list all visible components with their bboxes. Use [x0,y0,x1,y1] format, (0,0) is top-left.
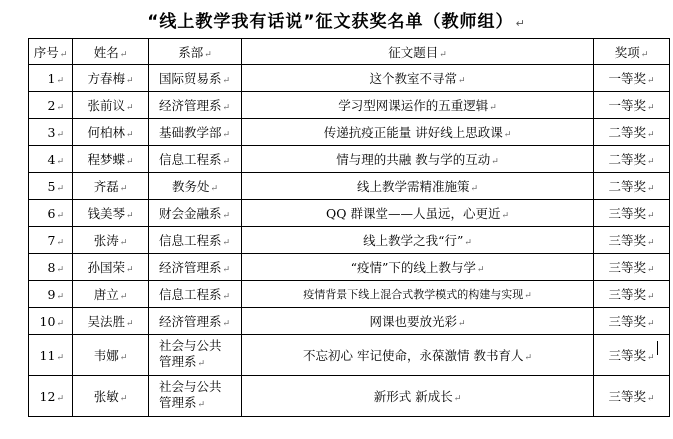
row-dept: 基础教学部↵ [149,119,242,146]
header-dept: 系部↵ [149,39,242,65]
row-dept: 财会金融系↵ [149,200,242,227]
row-name: 程梦蝶↵ [73,146,149,173]
table-row [29,146,670,173]
table-row [29,376,670,417]
table-row [29,173,670,200]
header-award: 奖项↵ [594,39,670,65]
row-no: 12↵ [29,376,73,417]
document-title: “线上教学我有话说”征文获奖名单（教师组） ↵ [147,12,526,32]
row-no: 3↵ [29,119,73,146]
table-row [29,119,670,146]
row-no: 6↵ [29,200,73,227]
row-dept: 信息工程系↵ [149,146,242,173]
header-no: 序号↵ [29,39,73,65]
row-no: 8↵ [29,254,73,281]
header-name: 姓名↵ [73,39,149,65]
row-award: 三等奖↵ [594,227,670,254]
row-topic: QQ 群课堂——人虽远，心更近↵ [242,200,594,227]
row-no: 4↵ [29,146,73,173]
table-row [29,281,670,308]
row-topic: 不忘初心 牢记使命，永葆激情 教书育人↵ [242,335,594,376]
row-dept: 经济管理系↵ [149,92,242,119]
award-list-table [28,38,670,417]
row-award: 三等奖↵ [594,254,670,281]
row-no: 1↵ [29,65,73,92]
row-name: 张前议↵ [73,92,149,119]
row-award: 二等奖↵ [594,146,670,173]
row-no: 5↵ [29,173,73,200]
row-topic: 新形式 新成长↵ [242,376,594,417]
row-award: 二等奖↵ [594,119,670,146]
row-topic: 这个教室不寻常↵ [242,65,594,92]
paragraph-mark-icon: ↵ [515,17,526,30]
row-topic: 线上教学之我“行”↵ [242,227,594,254]
row-no: 10↵ [29,308,73,335]
row-award: 一等奖↵ [594,65,670,92]
row-name: 钱美琴↵ [73,200,149,227]
table-row [29,308,670,335]
row-award: 三等奖↵ [594,376,670,417]
row-topic: 情与理的共融 教与学的互动↵ [242,146,594,173]
row-no: 9↵ [29,281,73,308]
row-dept: 经济管理系↵ [149,308,242,335]
row-dept: 社会与公共 管理系↵ [149,335,242,376]
row-topic: 网课也要放光彩↵ [242,308,594,335]
row-topic: 疫情背景下线上混合式教学模式的构建与实现↵ [242,281,594,308]
table-header-row [29,39,670,65]
row-topic: “疫情”下的线上教与学↵ [242,254,594,281]
row-award: 三等奖↵ [594,308,670,335]
row-name: 孙国荣↵ [73,254,149,281]
row-no: 2↵ [29,92,73,119]
row-dept: 经济管理系↵ [149,254,242,281]
row-name: 方春梅↵ [73,65,149,92]
table-row [29,200,670,227]
row-name: 张敏↵ [73,376,149,417]
row-name: 吴法胜↵ [73,308,149,335]
table-row [29,65,670,92]
row-no: 7↵ [29,227,73,254]
row-topic: 线上教学需精准施策↵ [242,173,594,200]
row-topic: 传递抗疫正能量 讲好线上思政课↵ [242,119,594,146]
row-award: 三等奖↵ [594,200,670,227]
row-dept: 信息工程系↵ [149,281,242,308]
row-name: 韦娜↵ [73,335,149,376]
row-award: 三等奖↵ [594,335,670,376]
row-name: 张涛↵ [73,227,149,254]
table-row [29,227,670,254]
row-award: 二等奖↵ [594,173,670,200]
table-row [29,335,670,376]
row-name: 何柏林↵ [73,119,149,146]
row-dept: 国际贸易系↵ [149,65,242,92]
row-dept: 信息工程系↵ [149,227,242,254]
row-name: 唐立↵ [73,281,149,308]
header-topic: 征文题目↵ [242,39,594,65]
row-name: 齐磊↵ [73,173,149,200]
text-cursor [657,341,658,355]
row-dept: 社会与公共 管理系↵ [149,376,242,417]
row-no: 11↵ [29,335,73,376]
row-dept: 教务处↵ [149,173,242,200]
table-row [29,254,670,281]
row-award: 三等奖↵ [594,281,670,308]
row-topic: 学习型网课运作的五重逻辑↵ [242,92,594,119]
row-award: 一等奖↵ [594,92,670,119]
table-row [29,92,670,119]
